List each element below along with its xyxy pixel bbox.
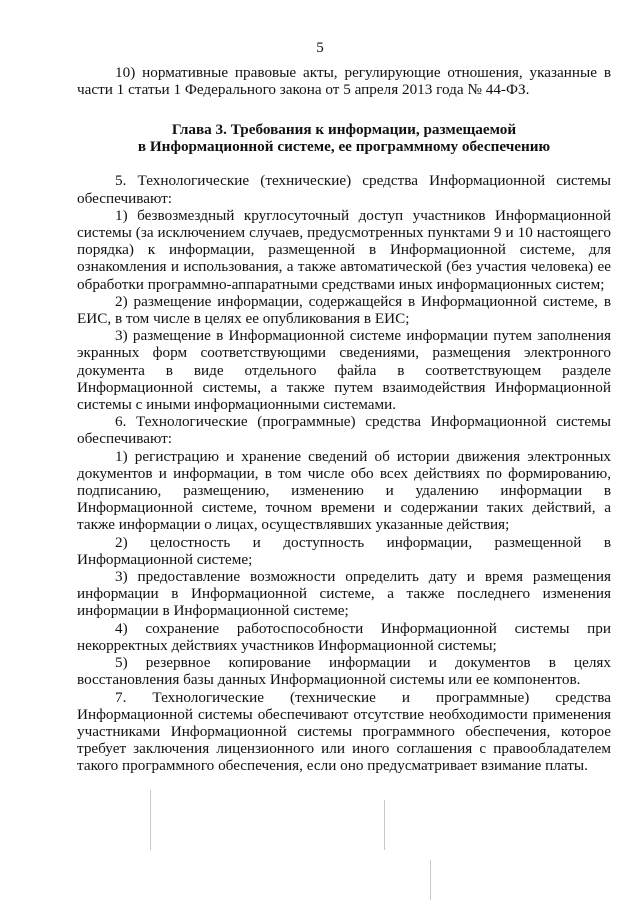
paragraph-6-item-3: 3) предоставление возможности определить дату и время размещения информации в Информационной системе, а также последнего изменения информации в Информационной системе;: [77, 568, 611, 620]
paragraph-item-10: 10) нормативные правовые акты, регулирующие отношения, указанные в части 1 статьи 1 Федерального закона от 5 апреля 2013 года № 44-ФЗ.: [77, 64, 611, 99]
paragraph-6-item-1: 1) регистрацию и хранение сведений об истории движения электронных документов и информации, в том числе обо всех действиях по формированию, подписанию, размещению, изменению и удалению информации в Информационной системе, точном времени и содержании таких действий, а также информации о лицах, осуществлявших указанные действия;: [77, 447, 611, 534]
chapter-heading: [77, 121, 611, 155]
page-number: 5: [316, 40, 324, 56]
paragraph-section-7: 7. Технологические (технические и программные) средства Информационной системы обеспечивают отсутствие необходимости применения участниками Информационной системы программного обеспечения, которое требует заключения лицензионного или иного соглашения с правообладателем такого программного обеспечения, если оно предусматривает взимание платы.: [77, 688, 611, 775]
chapter-heading-line-2: в Информационной системе, ее программному обеспечению: [137, 138, 551, 156]
paragraph-section-6: 6. Технологические (программные) средства Информационной системы обеспечивают:: [77, 413, 611, 448]
scan-artifact: [430, 860, 431, 900]
paragraph-6-item-4: 4) сохранение работоспособности Информационной системы при некорректных действиях участников Информационной системы;: [77, 619, 611, 654]
paragraph-5-item-3: 3) размещение в Информационной системе информации путем заполнения экранных форм соответствующими сведениями, размещения электронного документа в виде отдельного файла в соответствующем разделе Информационной системы, а также путем взаимодействия Информационной системы с иными информационными системами.: [77, 327, 611, 414]
paragraph-6-item-5: 5) резервное копирование информации и документов в целях восстановления базы данных Информационной системы или ее компонентов.: [77, 654, 611, 689]
page-body: [77, 64, 611, 775]
paragraph-6-item-2: 2) целостность и доступность информации, размещенной в Информационной системе;: [77, 533, 611, 568]
paragraph-section-5: 5. Технологические (технические) средства Информационной системы обеспечивают:: [77, 172, 611, 207]
paragraph-5-item-1: 1) безвозмездный круглосуточный доступ участников Информационной системы (за исключением случаев, предусмотренных пунктами 9 и 10 настоящего порядка) к информации, размещенной в Информационной системе, для ознакомления и использования, а также автоматической (без участия человека) ее обработки программно-аппаратными средствами иных информационных систем;: [77, 206, 611, 293]
chapter-heading-line-1: Глава 3. Требования к информации, размещаемой: [171, 121, 517, 139]
paragraph-5-item-2: 2) размещение информации, содержащейся в Информационной системе, в ЕИС, в том числе в целях ее опубликования в ЕИС;: [77, 292, 611, 328]
scan-artifact: [150, 790, 151, 850]
scan-artifact: [384, 800, 385, 850]
